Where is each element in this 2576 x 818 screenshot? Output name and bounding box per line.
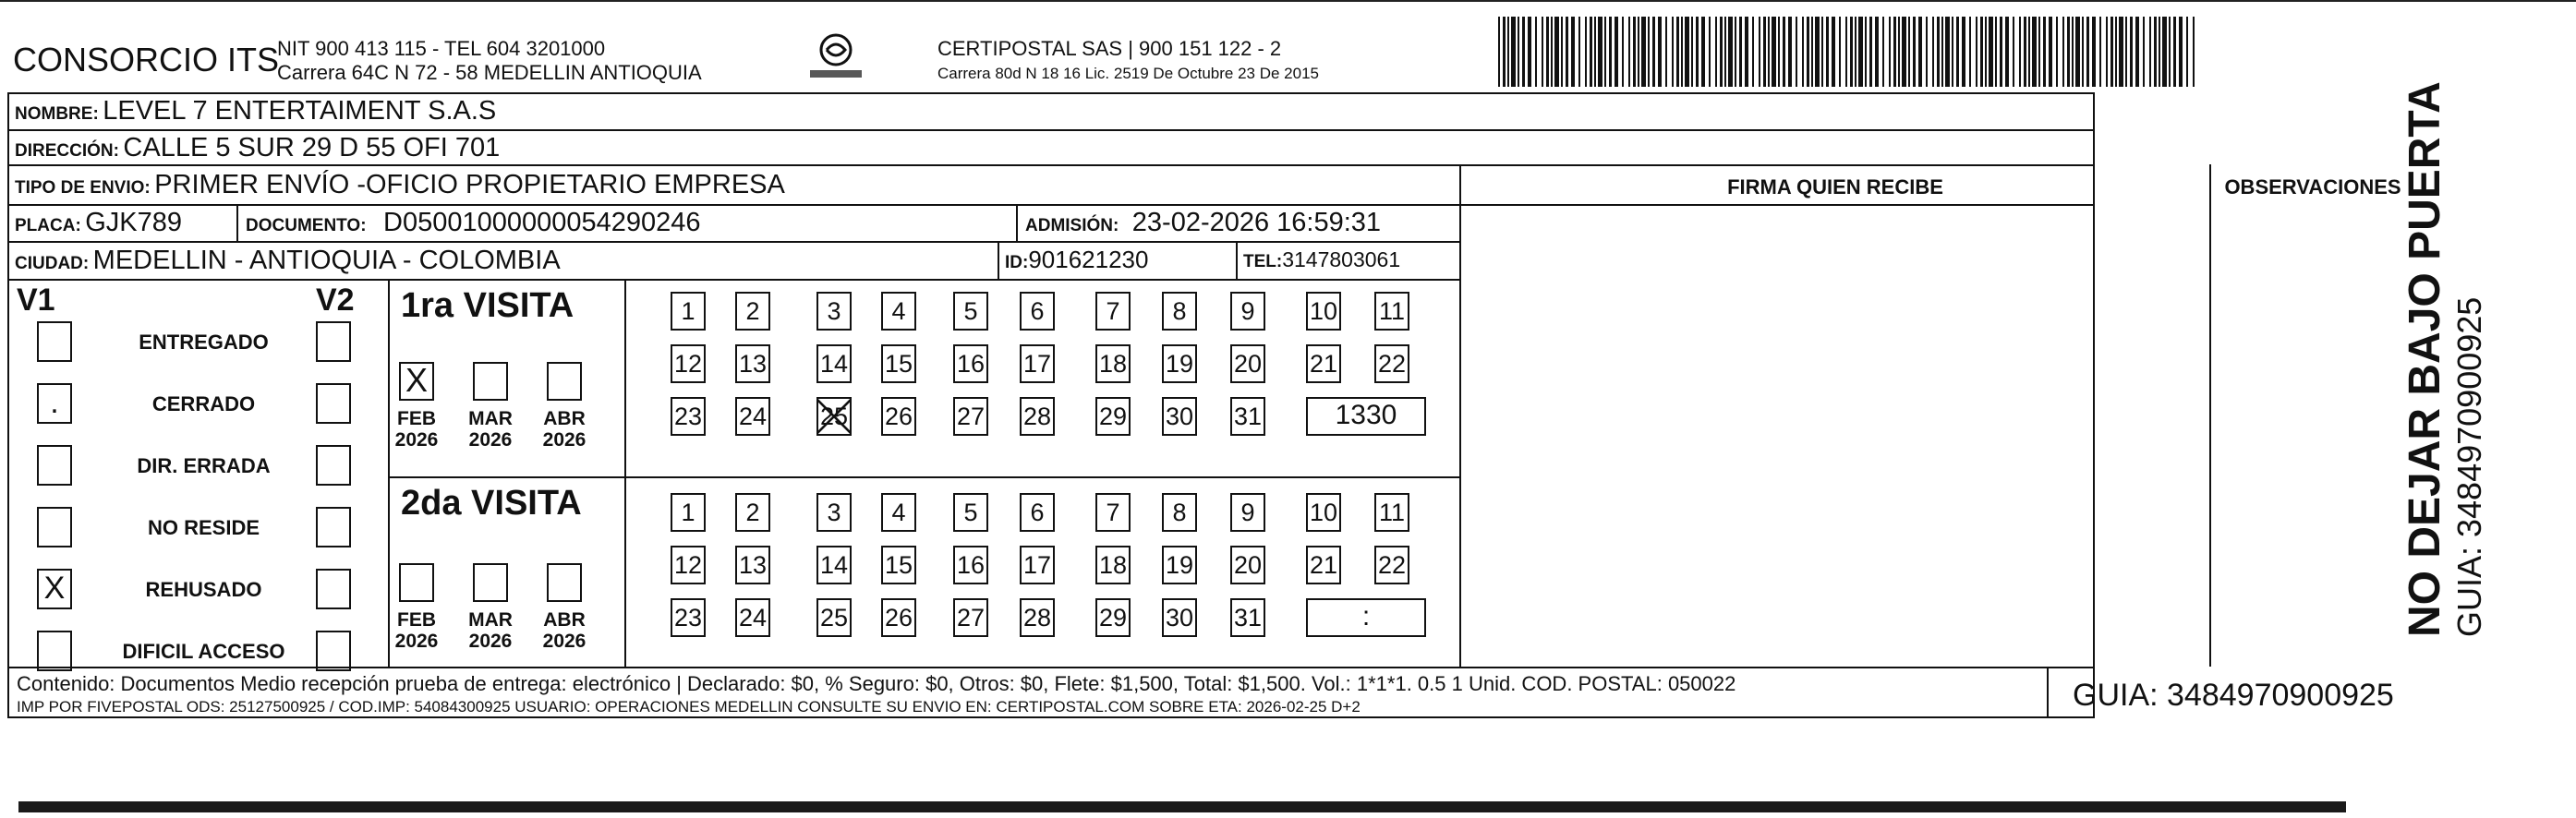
day-box[interactable]: 23 [671,397,706,436]
tipo-row [15,170,785,200]
documento-cell [246,208,701,238]
certipostal-logo [808,30,864,85]
month-year: 2026 [542,429,587,451]
admision-cell [1025,208,1381,238]
month-name: ABR [543,609,586,631]
day-box[interactable]: 6 [1020,292,1055,331]
month-label [391,609,442,652]
day-box[interactable]: 12 [671,546,706,584]
rule [7,204,1459,206]
status-v2-checkbox[interactable] [316,631,351,671]
tel-label: TEL: [1243,252,1283,271]
placa-value: GJK789 [85,208,183,237]
month-checkbox[interactable]: X [399,362,434,401]
visit1-title: 1ra VISITA [401,286,574,325]
day-box[interactable]: 17 [1020,344,1055,383]
day-box[interactable]: 22 [1374,546,1409,584]
status-v1-checkbox[interactable]: X [37,569,72,609]
barcode [1498,17,2195,87]
footer-guia: GUIA: 3484970900925 [2073,678,2394,713]
tel-cell [1243,247,1400,272]
day-box[interactable]: 16 [953,344,988,383]
status-v1-checkbox[interactable] [37,631,72,671]
documento-label: DOCUMENTO: [246,216,367,235]
documento-value: D05001000000054290246 [383,208,701,237]
status-v1-checkbox[interactable]: . [37,383,72,424]
day-box[interactable]: 16 [953,546,988,584]
ciudad-value: MEDELLIN - ANTIOQUIA - COLOMBIA [92,246,561,275]
month-label [538,408,590,451]
day-box[interactable]: 20 [1230,344,1265,383]
day-box[interactable]: 15 [881,344,916,383]
firma-header: FIRMA QUIEN RECIBE [1727,175,1943,198]
observaciones-header: OBSERVACIONES [2224,175,2401,198]
admision-label: ADMISIÓN: [1025,216,1119,235]
rule [2047,667,2049,718]
ciudad-cell [15,246,561,276]
direccion-label: DIRECCIÓN: [15,141,119,161]
status-label: DIR. ERRADA [137,454,271,477]
day-box[interactable]: 22 [1374,344,1409,383]
status-v2-checkbox[interactable] [316,445,351,486]
day-box[interactable]: 26 [881,397,916,436]
nombre-row [15,96,496,126]
id-label: ID: [1005,253,1029,272]
day-box[interactable]: 29 [1095,598,1131,637]
day-box[interactable]: 1 [671,292,706,331]
day-box[interactable]: 21 [1306,546,1341,584]
month-year: 2026 [542,631,587,652]
day-box[interactable]: 11 [1374,292,1409,331]
ciudad-label: CIUDAD: [15,254,90,273]
company-address: Carrera 64C N 72 - 58 MEDELLIN ANTIOQUIA [277,61,702,84]
status-v1-checkbox[interactable] [37,507,72,547]
rule [388,476,1459,478]
day-box[interactable]: 28 [1020,397,1055,436]
side-warning: NO DEJAR BAJO PUERTA [2401,81,2449,637]
month-checkbox[interactable] [473,563,508,602]
status-v2-checkbox[interactable] [316,383,351,424]
bottom-rule [18,801,2346,812]
day-box[interactable]: 13 [735,344,770,383]
v1-label: V1 [17,283,55,318]
day-box[interactable]: 27 [953,397,988,436]
time-box[interactable]: : [1306,598,1426,637]
id-value: 901621230 [1028,246,1149,273]
month-year: 2026 [468,429,513,451]
day-box[interactable]: 11 [1374,493,1409,532]
footer-print-info: IMP POR FIVEPOSTAL ODS: 25127500925 / COD.IMP: 54084300925 USUARIO: OPERACIONES MEDELLIN CONSULTE SU ENVIO EN: CERTIPOSTAL.COM SOBRE ETA: 2026-02-25 D+2 [17,698,1361,716]
month-checkbox[interactable] [547,563,582,602]
v2-label: V2 [316,283,355,318]
nombre-label: NOMBRE: [15,104,99,124]
observaciones-area[interactable] [2211,205,2414,665]
tel-value: 3147803061 [1282,247,1401,271]
rule [7,241,1459,243]
rule [1236,241,1238,279]
status-label: NO RESIDE [147,516,260,539]
day-box[interactable]: 30 [1162,598,1197,637]
signature-area[interactable] [1461,205,2207,665]
status-label: REHUSADO [145,578,262,601]
rule [236,204,238,241]
status-v1-checkbox[interactable] [37,445,72,486]
side-guia: GUIA: 3484970900925 [2450,296,2488,637]
status-v2-checkbox[interactable] [316,507,351,547]
direccion-row [15,133,500,163]
day-box[interactable]: 31 [1230,397,1265,436]
day-box[interactable]: 10 [1306,493,1341,532]
day-box[interactable]: 14 [816,546,852,584]
month-year: 2026 [468,631,513,652]
carrier-name: CERTIPOSTAL SAS | 900 151 122 - 2 [937,37,1282,60]
day-box[interactable]: 20 [1230,546,1265,584]
tipo-value: PRIMER ENVÍO -OFICIO PROPIETARIO EMPRESA [154,170,785,199]
rule [7,164,2095,166]
month-name: MAR [468,609,513,631]
day-box[interactable]: 26 [881,598,916,637]
day-box[interactable]: 21 [1306,344,1341,383]
month-year: 2026 [394,631,439,652]
status-v2-checkbox[interactable] [316,569,351,609]
day-box[interactable]: 18 [1095,546,1131,584]
day-box[interactable]: 4 [881,493,916,532]
status-label: ENTREGADO [139,331,269,354]
day-box[interactable]: 17 [1020,546,1055,584]
day-box[interactable]: 8 [1162,292,1197,331]
status-label: DIFICIL ACCESO [122,640,285,663]
day-box[interactable]: 5 [953,292,988,331]
status-v1-checkbox[interactable] [37,321,72,362]
day-box[interactable]: 9 [1230,292,1265,331]
month-label [538,609,590,652]
day-box[interactable]: 24 [735,598,770,637]
day-box[interactable]: 13 [735,546,770,584]
placa-label: PLACA: [15,216,81,235]
month-checkbox[interactable] [399,563,434,602]
day-box[interactable]: 24 [735,397,770,436]
id-cell [1005,246,1148,274]
day-box[interactable]: 3 [816,493,852,532]
day-box[interactable]: 8 [1162,493,1197,532]
month-checkbox[interactable] [473,362,508,401]
day-box[interactable]: 25 [816,598,852,637]
month-checkbox[interactable] [547,362,582,401]
carrier-license: Carrera 80d N 18 16 Lic. 2519 De Octubre 23 De 2015 [937,65,1319,82]
day-box[interactable]: 10 [1306,292,1341,331]
rule [7,279,1459,281]
rule [7,129,2095,131]
month-name: FEB [397,609,436,631]
day-box[interactable]: 19 [1162,546,1197,584]
footer-contents: Contenido: Documentos Medio recepción prueba de entrega: electrónico | Declarado: $0, % Seguro: $0, Otros: $0, Flete: $1,500, Total: $1,500. Vol.: 1*1*1. 0.5 1 Unid. COD. POSTAL: 050022 [17,672,1736,695]
day-box[interactable]: 29 [1095,397,1131,436]
day-box[interactable]: 15 [881,546,916,584]
day-box[interactable]: 3 [816,292,852,331]
day-box[interactable]: 18 [1095,344,1131,383]
day-box[interactable]: 2 [735,292,770,331]
day-box[interactable]: 5 [953,493,988,532]
day-box[interactable]: 19 [1162,344,1197,383]
company-name: CONSORCIO ITS [13,41,280,78]
day-box[interactable]: 7 [1095,292,1131,331]
day-box[interactable]: 7 [1095,493,1131,532]
day-box[interactable]: 30 [1162,397,1197,436]
side-text [2400,81,2489,637]
month-label [465,408,516,451]
month-name: FEB [397,408,436,429]
top-rule [0,0,2576,2]
nombre-value: LEVEL 7 ENTERTAIMENT S.A.S [103,96,497,126]
status-label: CERRADO [151,392,256,415]
day-box[interactable]: 12 [671,344,706,383]
day-box[interactable]: 25 [816,397,852,436]
day-box[interactable]: 4 [881,292,916,331]
status-v2-checkbox[interactable] [316,321,351,362]
direccion-value: CALLE 5 SUR 29 D 55 OFI 701 [123,133,501,162]
day-box[interactable]: 28 [1020,598,1055,637]
day-box[interactable]: 23 [671,598,706,637]
rule [1016,204,1018,241]
day-box[interactable]: 2 [735,493,770,532]
day-box[interactable]: 1 [671,493,706,532]
day-box[interactable]: 6 [1020,493,1055,532]
month-name: MAR [468,408,513,429]
company-nit: NIT 900 413 115 - TEL 604 3201000 [277,37,606,60]
admision-value: 23-02-2026 16:59:31 [1131,208,1382,237]
day-box[interactable]: 9 [1230,493,1265,532]
rule [998,241,999,279]
time-box[interactable]: 1330 [1306,397,1426,436]
tipo-label: TIPO DE ENVIO: [15,178,151,198]
placa-cell [15,208,182,238]
month-label [465,609,516,652]
month-name: ABR [543,408,586,429]
month-year: 2026 [394,429,439,451]
day-box[interactable]: 31 [1230,598,1265,637]
day-box[interactable]: 14 [816,344,852,383]
rule [624,279,626,667]
visit2-title: 2da VISITA [401,484,582,523]
rule [388,279,390,667]
day-box[interactable]: 27 [953,598,988,637]
month-label [391,408,442,451]
